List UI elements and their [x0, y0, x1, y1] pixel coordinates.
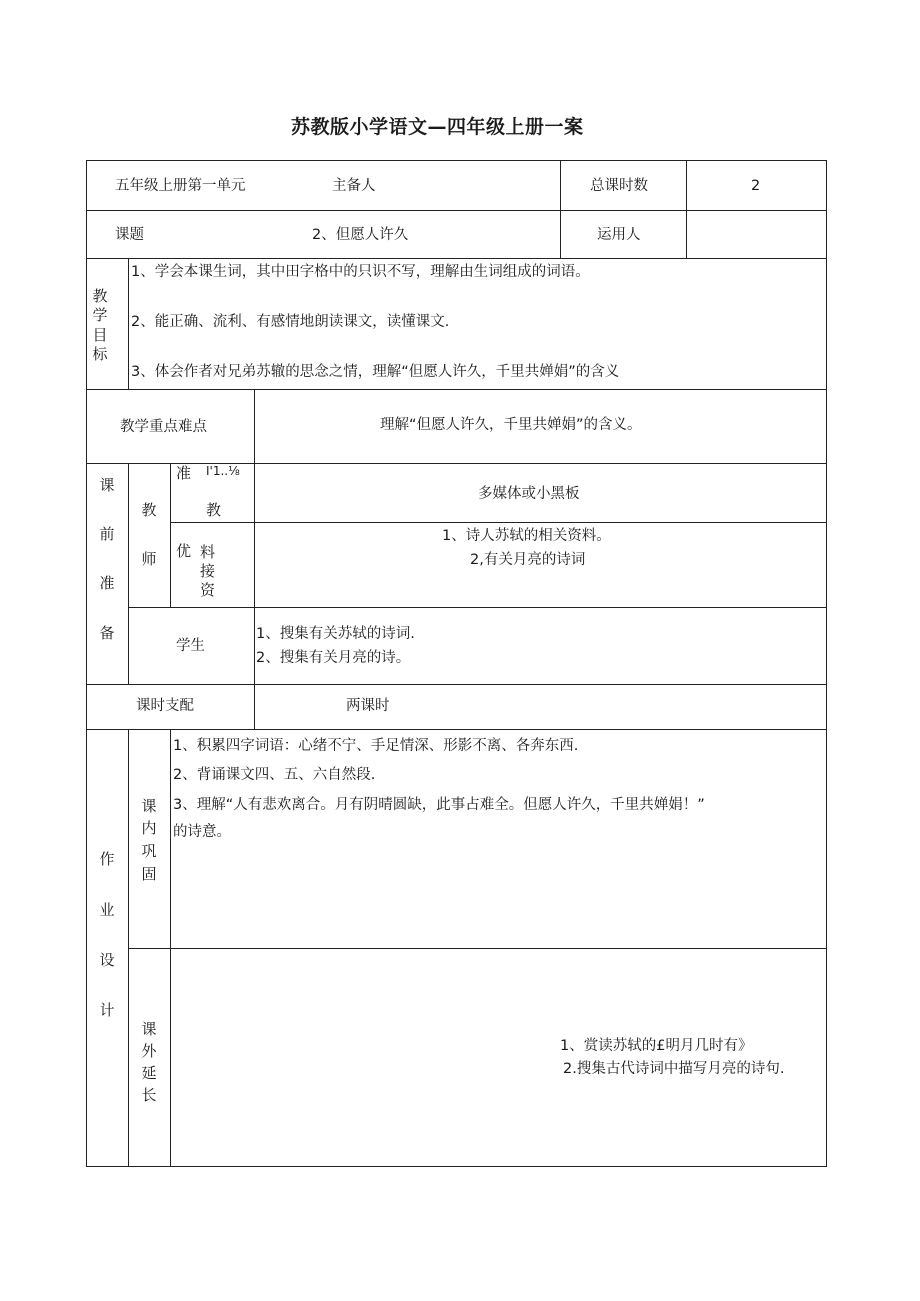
homework-label-char: 业 — [99, 901, 115, 919]
teaching-aid-value: 多媒体或小黑板 — [478, 486, 580, 502]
teaching-aid-label-c: 教 — [206, 501, 222, 519]
key-points-label: 教学重点难点 — [120, 419, 207, 435]
schedule-value: 两课时 — [346, 698, 390, 714]
material-label-c: 接 — [200, 562, 216, 580]
teacher-label-char: 教 — [141, 501, 157, 519]
in-class-item: 1、积累四字词语：心绪不宁、手足情深、形影不离、各奔东西. — [173, 738, 579, 754]
total-hours-value: 2 — [751, 178, 761, 194]
homework-label-char: 计 — [99, 1001, 115, 1019]
in-class-label-char: 内 — [141, 819, 157, 837]
prep-label-char: 准 — [99, 574, 115, 592]
extension-label-char: 课 — [141, 1020, 157, 1038]
in-class-label-char: 固 — [141, 865, 157, 883]
schedule-label: 课时支配 — [136, 698, 194, 714]
material-label-d: 资 — [200, 581, 216, 599]
key-points-value: 理解“但愿人许久，千里共婵娟”的含义。 — [380, 417, 642, 433]
student-item: 2、搜集有关月亮的诗。 — [256, 650, 411, 666]
teaching-aid-label-b: I'1..⅛ — [206, 464, 240, 478]
in-class-item: 3、理解“人有悲欢离合。月有阴晴圆缺，此事占难全。但愿人许久，千里共婵娟！” — [173, 797, 705, 813]
teacher-label-char: 师 — [141, 550, 157, 568]
extension-label-char: 外 — [141, 1042, 157, 1060]
student-label: 学生 — [176, 638, 205, 654]
goals-label-char: 学 — [92, 306, 108, 324]
in-class-item: 的诗意。 — [173, 824, 231, 840]
prep-label-char: 前 — [99, 525, 115, 543]
extension-label-char: 长 — [141, 1086, 157, 1104]
goal-item: 1、学会本课生词，其中田字格中的只识不写，理解由生词组成的词语。 — [131, 264, 590, 280]
goals-label-char: 目 — [92, 326, 108, 344]
goal-item: 3、体会作者对兄弟苏辙的思念之情，理解“但愿人许久，千里共婵娟”的含义 — [131, 364, 620, 380]
page-title: 苏教版小学语文—四年级上册一案 — [291, 116, 584, 138]
goals-label-char: 教 — [92, 287, 108, 305]
goal-item: 2、能正确、流利、有感情地朗读课文，读懂课文. — [131, 314, 450, 330]
prep-label-char: 备 — [99, 624, 115, 642]
homework-label-char: 作 — [99, 850, 115, 868]
preparer-label: 主备人 — [332, 178, 376, 194]
in-class-item: 2、背诵课文四、五、六自然段. — [173, 767, 376, 783]
material-item: 2,有关月亮的诗词 — [470, 552, 586, 568]
total-hours-label: 总课时数 — [590, 178, 648, 194]
homework-label-char: 设 — [99, 951, 115, 969]
in-class-label-char: 巩 — [141, 842, 157, 860]
extension-label-char: 延 — [141, 1064, 157, 1082]
goals-label-char: 标 — [92, 345, 108, 363]
unit-label: 五年级上册第一单元 — [115, 178, 246, 194]
topic-label: 课题 — [115, 227, 144, 243]
student-item: 1、搜集有关苏轼的诗词. — [256, 626, 415, 642]
material-item: 1、诗人苏轼的相关资料。 — [442, 528, 611, 544]
material-label-a: 优 — [176, 542, 192, 560]
prep-label-char: 课 — [99, 476, 115, 494]
extension-item: 2.搜集古代诗词中描写月亮的诗句. — [563, 1061, 785, 1077]
user-label: 运用人 — [597, 227, 641, 243]
extension-item: 1、赏读苏轼的£明月几时有》 — [560, 1038, 753, 1054]
material-label-b: 料 — [200, 543, 216, 561]
in-class-label-char: 课 — [141, 797, 157, 815]
topic-value: 2、但愿人许久 — [312, 227, 409, 243]
teaching-aid-label-a: 准 — [176, 464, 192, 482]
